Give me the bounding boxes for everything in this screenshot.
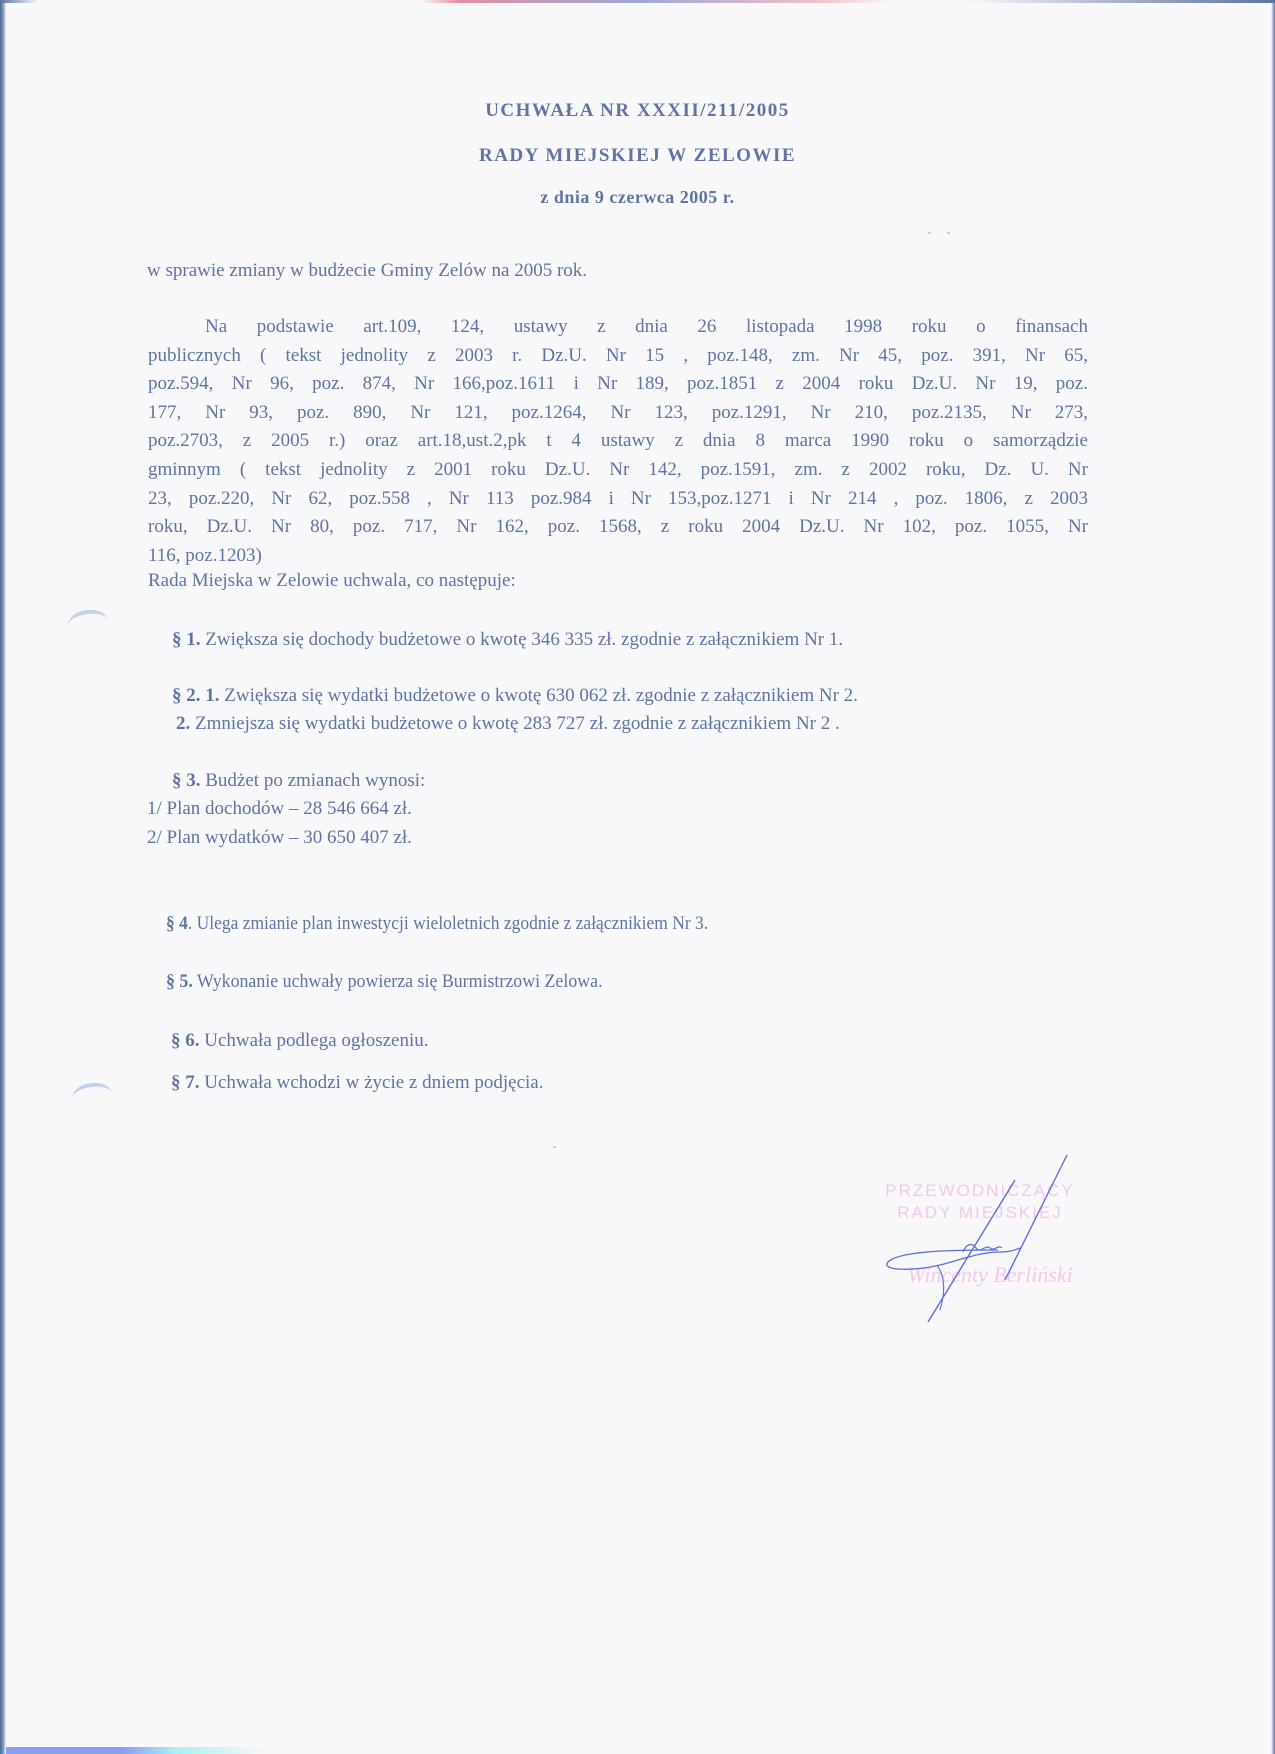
legal-basis-line: 23, poz.220, Nr 62, poz.558 , Nr 113 poz.984 i Nr 153,poz.1271 i Nr 214 , poz. 1806, z 2003	[148, 487, 1088, 509]
stamp-title: PRZEWODNICZĄCY	[885, 1181, 1075, 1200]
section-6	[171, 1030, 428, 1052]
signature-stroke	[1005, 1155, 1067, 1280]
legal-basis-line: 116, poz.1203)	[148, 544, 262, 566]
scan-edge-right	[1271, 0, 1275, 1754]
section-label: § 2. 1.	[172, 685, 220, 706]
section-label: 2.	[176, 713, 191, 734]
legal-basis-line: poz.594, Nr 96, poz. 874, Nr 166,poz.1611 i Nr 189, poz.1851 z 2004 roku Dz.U. Nr 19, poz.	[148, 373, 1088, 395]
signature-stroke	[887, 1248, 1020, 1269]
stamp-signatory-name: Wincenty Berliński	[907, 1262, 1073, 1287]
section-text: . Ulega zmianie plan inwestycji wieloletnich zgodnie z załącznikiem Nr 3.	[187, 913, 709, 934]
legal-basis-line: Na podstawie art.109, 124, ustawy z dnia 26 listopada 1998 roku o finansach	[205, 316, 1088, 337]
scan-speck	[928, 232, 931, 234]
resolution-number: UCHWAŁA NR XXXII/211/2005	[485, 100, 790, 121]
section-text: Zwiększa się wydatki budżetowe o kwotę 630 062 zł. zgodnie z załącznikiem Nr 2.	[219, 685, 858, 706]
section-text: Wykonanie uchwały powierza się Burmistrzowi Zelowa.	[192, 971, 603, 992]
legal-basis-line: 177, Nr 93, poz. 890, Nr 121, poz.1264, Nr 123, poz.1291, Nr 210, poz.2135, Nr 273,	[148, 401, 1088, 423]
scan-edge-top	[0, 0, 1275, 3]
handwritten-signature	[840, 1140, 1120, 1340]
section-label: § 3.	[172, 770, 201, 791]
resolution-subject: w sprawie zmiany w budżecie Gminy Zelów na 2005 rok.	[147, 260, 588, 281]
punch-hole-mark	[66, 607, 109, 638]
section-1	[172, 629, 843, 651]
legal-basis-line: gminnym ( tekst jednolity z 2001 roku Dz.U. Nr 142, poz.1591, zm. z 2002 roku, Dz. U. Nr	[148, 458, 1088, 480]
section-label: § 7.	[171, 1072, 200, 1093]
resolution-date: z dnia 9 czerwca 2005 r.	[540, 187, 735, 207]
section-text: Uchwała wchodzi w życie z dniem podjęcia.	[199, 1072, 544, 1093]
scan-speck	[947, 232, 950, 234]
section-label: § 1.	[172, 629, 201, 650]
legal-basis-line: poz.2703, z 2005 r.) oraz art.18,ust.2,pk t 4 ustawy z dnia 8 marca 1990 roku o samorządzie	[148, 430, 1088, 452]
punch-hole-mark	[70, 1080, 113, 1111]
section-3	[172, 770, 425, 792]
legal-basis-paragraph	[148, 313, 1088, 570]
income-plan: 1/ Plan dochodów – 28 546 664 zł.	[147, 798, 412, 819]
section-label: § 4	[166, 913, 188, 934]
resolves-clause: Rada Miejska w Zelowie uchwala, co następuje:	[148, 570, 516, 591]
issuing-body: RADY MIEJSKIEJ W ZELOWIE	[478, 145, 797, 166]
section-text: Zmniejsza się wydatki budżetowe o kwotę 283 727 zł. zgodnie z załącznikiem Nr 2 .	[190, 713, 840, 734]
signature-stroke	[963, 1245, 1002, 1252]
scan-edge-bottom	[6, 1747, 266, 1754]
section-label: § 5.	[166, 971, 193, 992]
section-4	[166, 913, 708, 935]
section-2-point-1	[172, 685, 858, 707]
section-2-point-2	[176, 713, 840, 735]
legal-basis-line: roku, Dz.U. Nr 80, poz. 717, Nr 162, poz. 1568, z roku 2004 Dz.U. Nr 102, poz. 1055, Nr	[148, 516, 1088, 538]
section-5	[166, 971, 603, 993]
stamp-body: RADY MIEJSKIEJ	[897, 1203, 1063, 1222]
section-text: Uchwała podlega ogłoszeniu.	[199, 1030, 429, 1051]
scan-edge-left	[0, 0, 6, 1754]
scan-speck	[553, 1146, 556, 1148]
legal-basis-line: publicznych ( tekst jednolity z 2003 r. Dz.U. Nr 15 , poz.148, zm. Nr 45, poz. 391, Nr 65,	[148, 344, 1088, 366]
expenditure-plan: 2/ Plan wydatków – 30 650 407 zł.	[147, 827, 412, 848]
section-label: § 6.	[171, 1030, 200, 1051]
section-7	[171, 1072, 543, 1094]
section-text: Zwiększa się dochody budżetowe o kwotę 346 335 zł. zgodnie z załącznikiem Nr 1.	[200, 629, 844, 650]
section-text: Budżet po zmianach wynosi:	[200, 770, 426, 791]
